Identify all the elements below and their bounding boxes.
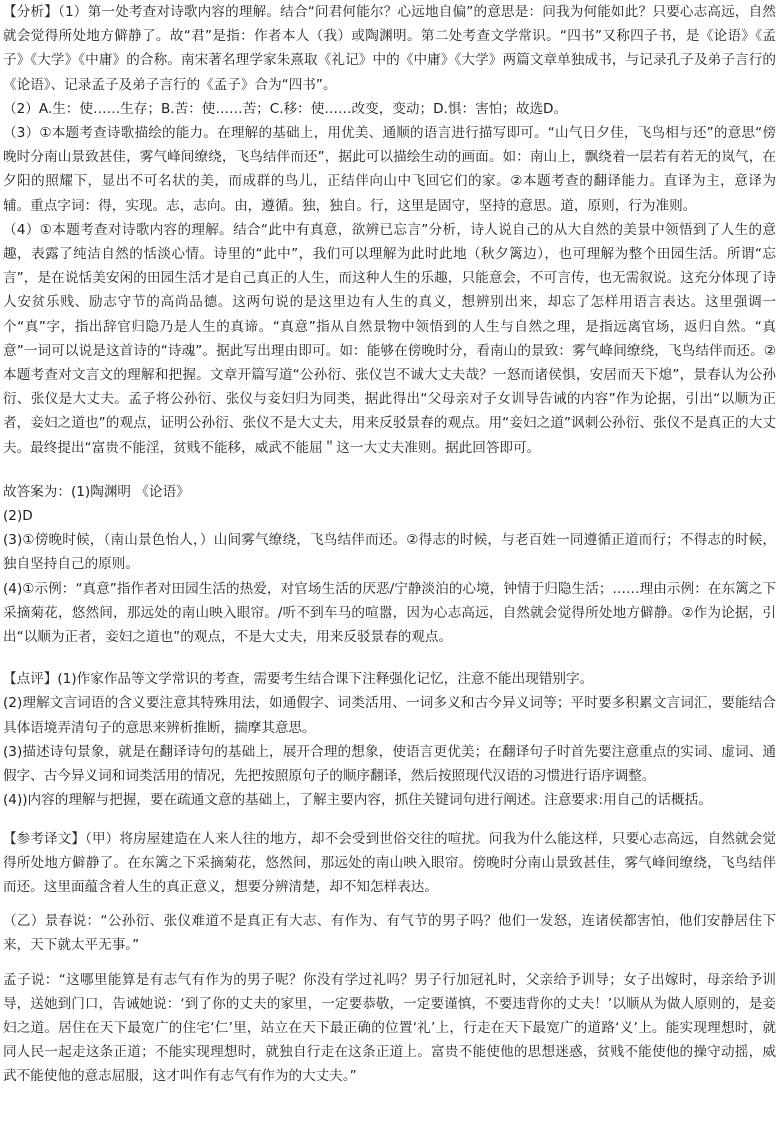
answer-line-1: 故答案为：(1)陶渊明 《论语》 bbox=[3, 483, 190, 500]
translation-paragraph-3: 孟子说：“这哪里能算是有志气有作为的男子呢？你没有学过礼吗？男子行加冠礼时，父亲给予训导；女子出嫁时，母亲给予训导，送她到门口，告诫她说：‘到了你的丈夫的家里，一定要恭敬，一定要谨慎，不要违背你的丈夫！’以顺从为做人原则的，是妾妇之道。居住在天下最宽广的住宅‘仁’里，站立在天下最正确的位置‘礼’上，行走在天下最宽广的道路‘义’上。能实现理想时，就同人民一起走这条正道；不能实现理想时，就独自行走在这条正道上。富贵不能使他的思想迷惑，贫贱不能使他的操守动摇，威武不能使他的意志屈服，这才叫作有志气有作为的大丈夫。” bbox=[3, 971, 776, 1085]
translation-section bbox=[3, 827, 776, 1089]
comment-section bbox=[3, 667, 776, 812]
analysis-paragraph-1: 【分析】（1）第一处考查对诗歌内容的理解。结合“问君何能尔？心远地自偏”的意思是：问我为何能如此？只要心志高远，自然就会觉得所处地方僻静了。故“君”是指：作者本人（我）或陶渊明。第二处考查文学常识。“四书”又称四子书，是《论语》《孟子》《大学》《中庸》的合称。南宋著名理学家朱熹取《礼记》中的《中庸》《大学》两篇文章单独成书，与记录孔子及弟子言行的《论语》、记录孟子及弟子言行的《孟子》合为“四书”。 bbox=[3, 4, 776, 93]
translation-paragraph-1: 【参考译文】（甲）将房屋建造在人来人往的地方，却不会受到世俗交往的喧扰。问我为什么能这样，只要心志高远，自然就会觉得所处地方僻静了。在东篱之下采摘菊花，悠然间，那远处的南山映入眼帘。傍晚时分南山景致甚佳，雾气峰间缭绕，飞鸟结伴而还。这里面蕴含着人生的真正意义，想要分辨清楚，却不知怎样表达。 bbox=[3, 830, 776, 895]
answer-line-2: (2)D bbox=[3, 508, 33, 525]
translation-paragraph-2: （乙）景春说：“公孙衍、张仪难道不是真正有大志、有作为、有气节的男子吗？他们一发怒，连诸侯都害怕，他们安静居住下来，天下就太平无事。” bbox=[3, 913, 776, 954]
answer-line-3: (3)①傍晚时候，（南山景色怡人，）山间雾气缭绕，飞鸟结伴而还。②得志的时候，与老百姓一同遵循正道而行；不得志的时候，独自坚持自己的原则。 bbox=[3, 532, 776, 573]
comment-line-3: (3)描述诗句景象，就是在翻译诗句的基础上，展开合理的想象，使语言更优美；在翻译句子时首先要注意重点的实词、虚词、通假字、古今异义词和词类活用的情况，先把按照原句子的顺序翻译，然后按照现代汉语的习惯进行语序调整。 bbox=[3, 743, 776, 785]
comment-line-2: (2)理解文言词语的含义要注意其特殊用法，如通假字、词类活用、一词多义和古今异义词等；平时要多积累文言词汇，要能结合具体语境弄清句子的意思来辨析推断，揣摩其意思。 bbox=[3, 695, 776, 736]
analysis-paragraph-2: （2）A.生：使……生存；B.苦：使……苦；C.移：使……改变，变动；D.惧：害怕；故选D。 bbox=[3, 100, 568, 117]
answer-section bbox=[3, 480, 776, 649]
analysis-paragraph-4: （4）①本题考查对诗歌内容的理解。结合“此中有真意，欲辨已忘言”分析，诗人说自己的从大自然的美景中领悟到了人生的意趣，表露了纯洁自然的恬淡心情。诗里的“此中”，我们可以理解为此时此地（秋夕篱边），也可理解为整个田园生活。所谓“忘言”，是在说恬美安闲的田园生活才是自己真正的人生，而这种人生的乐趣，只能意会，不可言传，也无需叙说。这充分体现了诗人安贫乐贱、励志守节的高尚品德。这两句说的是这里边有人生的真义，想辨别出来，却忘了怎样用语言表达。这里强调一个“真”字，指出辞官归隐乃是人生的真谛。“真意”指从自然景物中领悟到的人生与自然之理，是指远离官场，返归自然。“真意”一词可以说是这首诗的“诗魂”。据此写出理由即可。如：能够在傍晚时分，看南山的景致：雾气峰间缭绕，飞鸟结伴而还。②本题考查对文言文的理解和把握。文章开篇写道“公孙衍、张仪岂不诚大丈夫哉？一怒而诸侯惧，安居而天下熄”，景春认为公孙衍、张仪是大丈夫。孟子将公孙衍、张仪与妾妇归为同类，据此得出“父母亲对子女训导告诫的内容”作为论据，引出“以顺为正者，妾妇之道也”的观点，证明公孙衍、张仪不是大丈夫，用来反驳景春的观点。用“妾妇之道”讽刺公孙衍、张仪不是真正的大丈夫。最终提出“富贵不能淫，贫贱不能移，威武不能屈＂这一大丈夫准则。据此回答即可。 bbox=[3, 221, 776, 456]
analysis-paragraph-3: （3）①本题考查诗歌描绘的能力。在理解的基础上，用优美、通顺的语言进行描写即可。“山气日夕佳，飞鸟相与还”的意思“傍晚时分南山景致甚佳，雾气峰间缭绕，飞鸟结伴而还”，据此可以描绘生动的画面。如：南山上，飘绕着一层若有若无的岚气，在夕阳的照耀下，显出不可名状的美，而成群的鸟儿，正结伴向山中飞回它们的家。②本题考查的翻译能力。直译为主，意译为辅。重点字词：得，实现。志，志向。由，遵循。独，独自。行，这里是固守，坚持的意思。道，原则，行为准则。 bbox=[3, 125, 776, 214]
answer-line-4: (4)①示例：“真意”指作者对田园生活的热爱，对官场生活的厌恶/宁静淡泊的心境，钟情于归隐生活；……理由示例：在东篱之下采摘菊花，悠然间，那远处的南山映入眼帘。/听不到车马的喧嚣，因为心志高远，自然就会觉得所处地方僻静。②作为论据，引出“以顺为正者，妾妇之道也”的观点，不是大丈夫，用来反驳景春的观点。 bbox=[3, 580, 776, 646]
comment-line-4: (4))内容的理解与把握，要在疏通文意的基础上，了解主要内容，抓住关键词句进行阐述。注意要求:用自己的话概括。 bbox=[3, 792, 712, 809]
analysis-section bbox=[3, 0, 776, 460]
comment-line-1: 【点评】(1)作家作品等文学常识的考查，需要考生结合课下注释强化记忆，注意不能出现错别字。 bbox=[3, 671, 594, 688]
